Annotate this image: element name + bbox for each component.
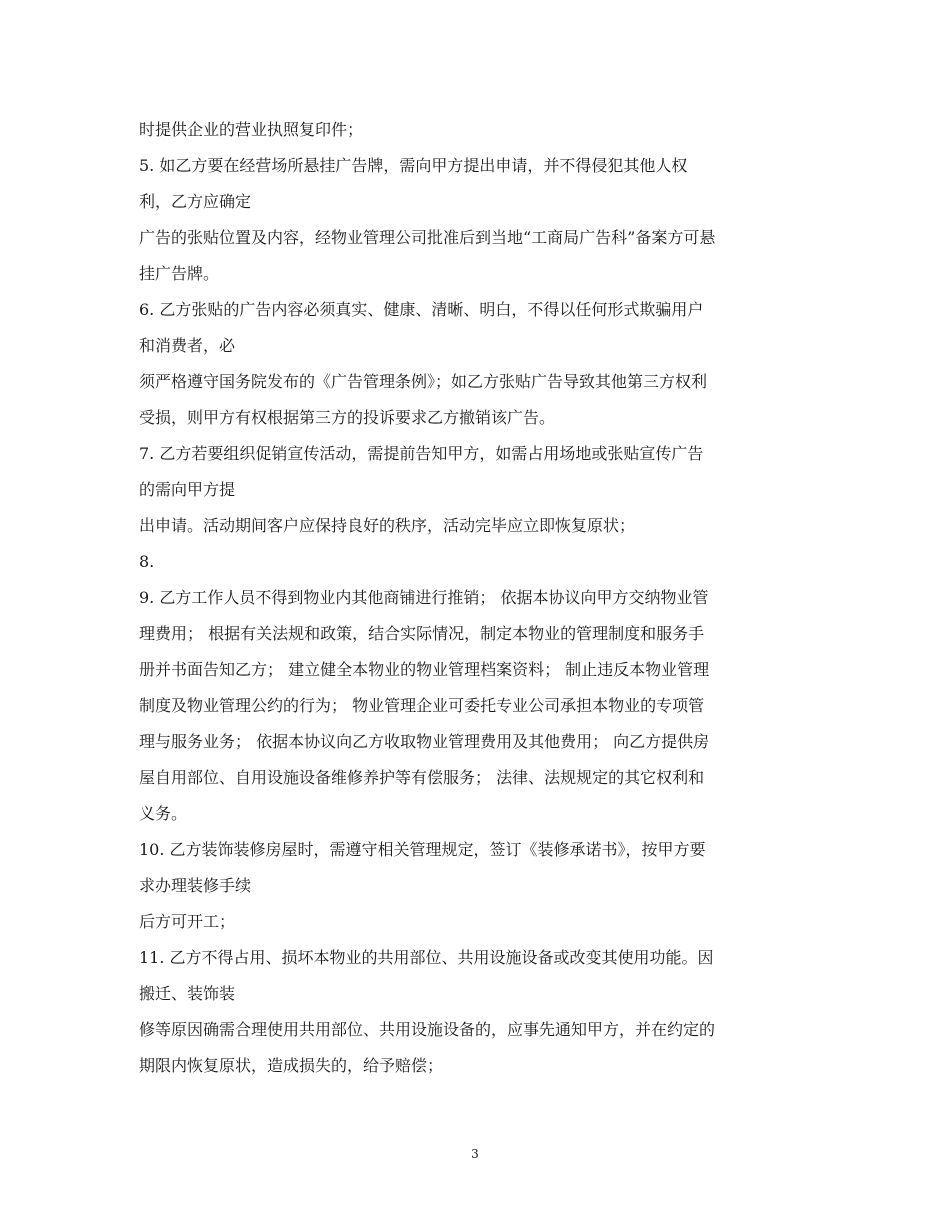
text-line: 后方可开工； xyxy=(139,912,236,931)
text-line: 9. 乙方工作人员不得到物业内其他商铺进行推销； 依据本协议向甲方交纳物业管 xyxy=(139,588,709,607)
text-line: 6. 乙方张贴的广告内容必须真实、健康、清晰、明白，不得以任何形式欺骗用户 xyxy=(139,300,704,319)
text-line: 求办理装修手续 xyxy=(139,876,252,895)
text-line: 屋自用部位、自用设施设备维修养护等有偿服务； 法律、法规规定的其它权利和 xyxy=(139,768,705,787)
text-line: 5. 如乙方要在经营场所悬挂广告牌，需向甲方提出申请，并不得侵犯其他人权 xyxy=(139,156,688,175)
body-text xyxy=(139,116,819,1088)
text-line: 理费用； 根据有关法规和政策，结合实际情况，制定本物业的管理制度和服务手 xyxy=(139,624,705,643)
text-line: 时提供企业的营业执照复印件； xyxy=(139,120,364,139)
text-line: 10. 乙方装饰装修房屋时，需遵守相关管理规定，签订《装修承诺书》，按甲方要 xyxy=(139,840,706,859)
text-line: 的需向甲方提 xyxy=(139,480,236,499)
text-line: 理与服务业务； 依据本协议向乙方收取物业管理费用及其他费用； 向乙方提供房 xyxy=(139,732,710,751)
text-line: 制度及物业管理公约的行为； 物业管理企业可委托专业公司承担本物业的专项管 xyxy=(139,696,705,715)
text-line: 8. xyxy=(139,552,155,571)
text-line: 11. 乙方不得占用、损坏本物业的共用部位、共用设施设备或改变其使用功能。因 xyxy=(139,948,714,967)
text-line: 义务。 xyxy=(139,804,188,823)
text-line: 修等原因确需合理使用共用部位、共用设施设备的，应事先通知甲方，并在约定的 xyxy=(139,1020,716,1039)
text-line: 须严格遵守国务院发布的《广告管理条例》；如乙方张贴广告导致其他第三方权利 xyxy=(139,372,708,391)
text-line: 受损，则甲方有权根据第三方的投诉要求乙方撤销该广告。 xyxy=(139,408,556,427)
text-line: 期限内恢复原状，造成损失的，给予赔偿； xyxy=(139,1056,444,1075)
text-line: 广告的张贴位置及内容，经物业管理公司批准后到当地“工商局广告科”备案方可悬 xyxy=(139,228,716,247)
text-line: 册并书面告知乙方； 建立健全本物业的物业管理档案资料； 制止违反本物业管理 xyxy=(139,660,710,679)
text-line: 出申请。活动期间客户应保持良好的秩序，活动完毕应立即恢复原状； xyxy=(139,516,636,535)
text-line: 搬迁、装饰装 xyxy=(139,984,236,1003)
text-line: 挂广告牌。 xyxy=(139,264,220,283)
page-number: 3 xyxy=(471,1147,479,1161)
text-line: 和消费者，必 xyxy=(139,336,236,355)
text-line: 利，乙方应确定 xyxy=(139,192,252,211)
text-line: 7. 乙方若要组织促销宣传活动，需提前告知甲方，如需占用场地或张贴宣传广告 xyxy=(139,444,704,463)
